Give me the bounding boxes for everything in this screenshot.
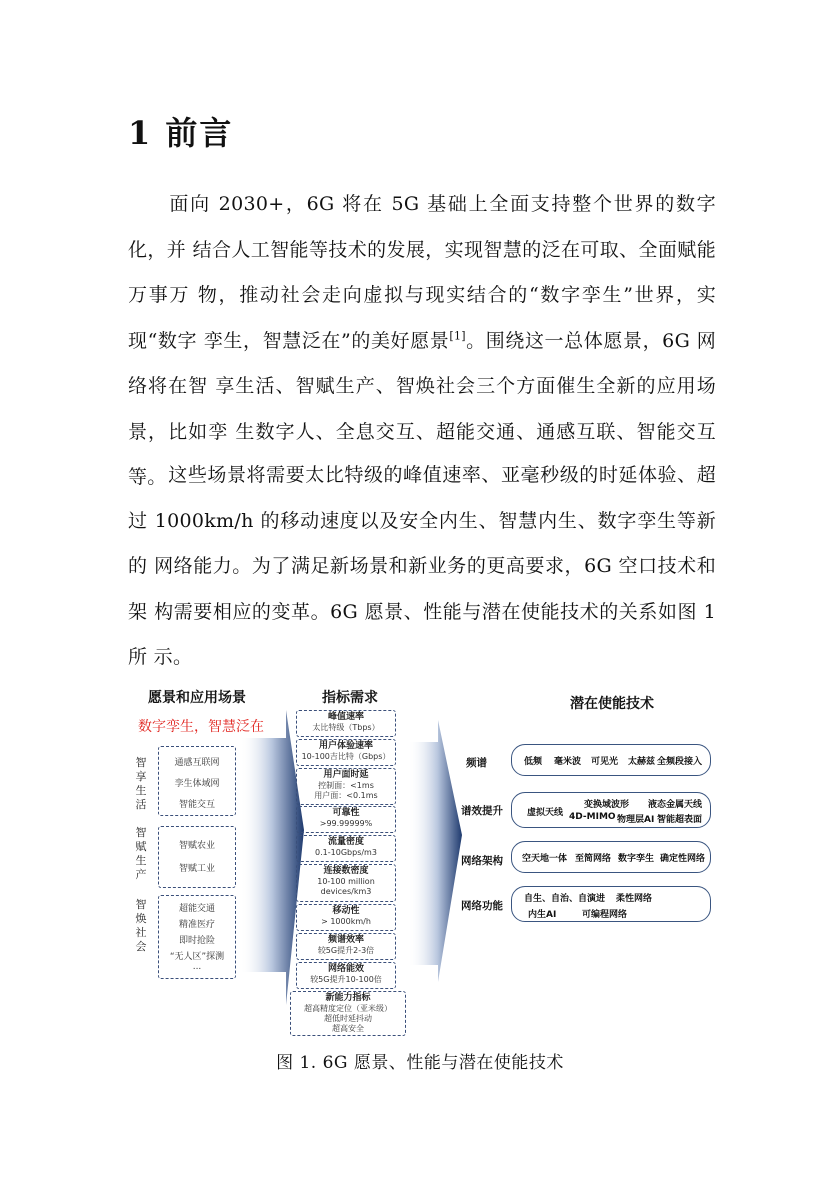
- metric-peak-rate: 峰值速率 太比特级（Tbps）: [296, 710, 396, 737]
- paragraph-2: [128, 453, 716, 681]
- tech-item: 空天地一体: [522, 854, 568, 864]
- col-title-vision: 愿景和应用场景: [148, 690, 246, 706]
- vision-item: 通感互联网: [174, 758, 220, 768]
- tech-item: 全频段接入: [657, 757, 703, 767]
- tech-item: 物理层AI: [617, 815, 655, 825]
- group-label-production: 智 赋 生 产: [135, 826, 147, 881]
- metric-new-capabilities: 新能力指标 超高精度定位（亚米级） 超低时延抖动 超高安全: [290, 991, 406, 1036]
- metric-mobility: 移动性 > 1000km/h: [296, 904, 396, 931]
- metric-reliability: 可靠性 >99.99999%: [296, 806, 396, 833]
- p1-line3: 物，推动社会走向虚拟与现实结合的“数字孪生”世界，实现“数字: [128, 284, 716, 352]
- metric-spectral-efficiency: 频谱效率 较5G提升2-3倍: [296, 933, 396, 960]
- p1-line2: 结合人工智能等技术的发展，实现智慧的泛在可取、全面赋能万事万: [128, 238, 716, 306]
- group-box-society: [158, 895, 236, 979]
- tech-item: 变换域波形: [584, 800, 630, 810]
- vision-item: 即时抢险: [178, 936, 215, 946]
- p1-line5: 享生活、智赋生产、智焕社会三个方面催生全新的应用场景，比如孪: [128, 375, 717, 443]
- metric-traffic-density: 流量密度 0.1-10Gbps/m3: [296, 835, 396, 862]
- tech-category-architecture: 网络架构: [461, 855, 503, 867]
- tech-box-architecture: [511, 841, 711, 873]
- tech-item: 虚拟天线: [527, 808, 564, 818]
- tech-item: 4D-MIMO: [569, 812, 616, 822]
- tech-item: 内生AI: [528, 910, 557, 920]
- p1-line4a: 孪生，智慧泛在”的美好愿景: [203, 329, 450, 352]
- arrow-left: [240, 710, 304, 1005]
- metric-energy-efficiency: 网络能效 较5G提升10-100倍: [296, 962, 396, 989]
- p1-line6: 生数字人、全息交互、超能交通、通感互联、智能交互等。: [128, 420, 717, 488]
- metric-user-rate: 用户体验速率 10-100吉比特（Gbps）: [296, 739, 396, 766]
- metric-latency: 用户面时延 控制面：<1ms 用户面：<0.1ms: [296, 768, 396, 805]
- tech-item: 液态金属天线: [648, 800, 703, 810]
- col-title-metrics: 指标需求: [322, 690, 378, 706]
- vision-item: 智能交互: [178, 800, 215, 810]
- p1-line1: 面向 2030+，6G 将在 5G 基础上全面支持整个世界的数字化，并: [128, 193, 716, 261]
- tech-item: 毫米波: [554, 757, 582, 767]
- vision-item: 孪生体域网: [174, 779, 220, 789]
- tech-item: 确定性网络: [660, 854, 706, 864]
- vision-item: 智赋工业: [178, 864, 215, 874]
- tech-item: 低频: [524, 757, 543, 767]
- tech-item: 可编程网络: [582, 910, 628, 920]
- tech-item: 数字孪生: [618, 854, 655, 864]
- p2-line4: 构需要相应的变革。6G 愿景、性能与潜在使能技术的关系如图 1 所: [128, 600, 716, 668]
- col-title-tech: 潜在使能技术: [570, 696, 654, 712]
- tech-item: 太赫兹: [628, 757, 656, 767]
- tech-category-spectrum: 频谱: [466, 757, 487, 769]
- tech-box-efficiency: [511, 792, 711, 828]
- vision-item: 智赋农业: [178, 841, 215, 851]
- tech-item: 柔性网络: [616, 894, 653, 904]
- tech-item: 智能超表面: [657, 815, 703, 825]
- figure-caption: 图 1. 6G 愿景、性能与潜在使能技术: [276, 1053, 564, 1073]
- group-label-society: 智 焕 社 会: [135, 898, 147, 953]
- figure-6g-vision: [128, 680, 718, 1040]
- tech-item: 至简网络: [575, 854, 612, 864]
- p2-line3: 网络能力。为了满足新场景和新业务的更高要求，6G 空口技术和架: [128, 555, 716, 623]
- section-heading: 1 前言: [128, 114, 234, 152]
- tech-category-efficiency: 谱效提升: [461, 805, 503, 817]
- group-label-life: 智 享 生 活: [135, 756, 147, 811]
- tech-box-function: [511, 886, 711, 922]
- arrow-right: [408, 720, 462, 982]
- citation-ref[interactable]: [1]: [449, 329, 466, 343]
- tech-item: 可见光: [591, 757, 619, 767]
- group-box-production: [158, 826, 236, 888]
- tech-box-spectrum: [511, 744, 711, 776]
- vision-tagline: 数字孪生，智慧泛在: [138, 719, 264, 735]
- vision-item: 精准医疗: [178, 920, 215, 930]
- vision-item: 超能交通: [178, 904, 215, 914]
- p2-line1: 这些场景将需要太比特级的峰值速率、亚毫秒级的时延体验、超: [168, 464, 716, 486]
- p2-line2: 过 1000km/h 的移动速度以及安全内生、智慧内生、数字孪生等新的: [128, 509, 716, 577]
- p1-line4b: 。围绕这一总体愿景，6G 网络将在智: [128, 329, 716, 397]
- tech-item: 自生、自治、自演进: [524, 894, 606, 904]
- vision-item: ...: [192, 962, 202, 972]
- metric-connection-density: 连接数密度 10-100 million devices/km3: [296, 864, 396, 902]
- vision-item: “无人区”探测: [169, 952, 225, 962]
- p2-line5: 示。: [153, 646, 193, 668]
- group-box-life: [158, 746, 236, 816]
- tech-category-function: 网络功能: [461, 900, 503, 912]
